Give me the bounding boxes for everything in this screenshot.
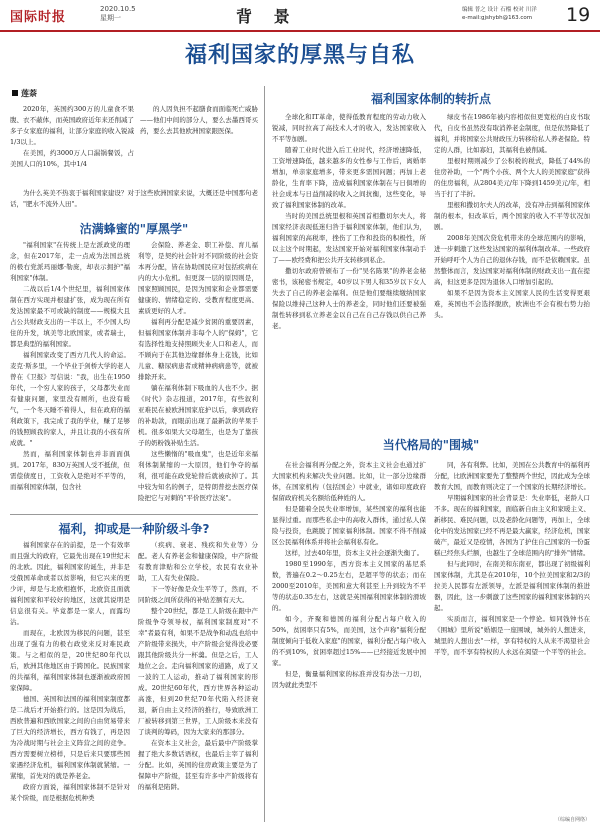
paragraph: （疾病、衰老、残疾和失业等）分配。老人有养老金和健康保险，中产阶级有教育津贴和公立学校，农民有农业补助，工人有失业保险。 <box>138 541 258 582</box>
paragraph: 下一等好像是众生平等了，然而，不同阶级之间所获得的补贴差额有天大。 <box>138 585 258 604</box>
byline <box>12 88 37 99</box>
paragraph: "福利国家"在传统上是左派政党的理念，但在2017年，走一点成为法国总统的极右党派玛丽娜·勒庞，却表示拥护"福利国家"体制。 <box>10 241 130 282</box>
section-4-column-2 <box>434 460 590 812</box>
paragraph: 躺在福利体制下吸血的人也不少。据《时代》杂志报道，2017年，有些叙利亚难民在被欧洲国家庇护以后，拿到政府的补助款，而眼前出现了最新款的苹果手机。很多如果大父母超生，也是为了靠孩子的奶粉钱补贴生活。 <box>138 384 258 447</box>
paragraph: 但是，衡量福利国家的标准并没有办法一刀切，因为就此类型不 <box>272 670 426 689</box>
section-4-column-1 <box>272 460 426 816</box>
issue-date <box>100 5 136 23</box>
subhead-section-2: 福利，抑或是一种阶级斗争? <box>58 522 210 536</box>
section-1-column-2 <box>138 240 258 510</box>
paragraph: 在社会福利再分配之外，资本主义社会也通过扩大国家机构来解决失业问题。比如，让一部分边缘群体，在国家机构（包括国企）中就业，诸如印度政府保留政府机关名额给低种姓的人。 <box>272 461 426 502</box>
paragraph: 整个20世纪，都是工人阶级在跟中产阶级争夺领导权，福利国家制度对"不幸"者最有利，如果不是战争和动乱也给中产阶级带来损失，中产阶级会觉得没必要跟其他阶级共分一杯羹。但是之后，工人地位之会。走向福利国家的道路，成了又一波的工人运动，推动了福利国家的形成。20世纪60年代，西方世界各种运动高涨，但到20世纪70年代陷入经济衰退，新自由主义经济的推行，导致欧洲工厂被转移到第三世界，工人阶级本来没有了谈判的筹码，因为大家来的那部分。 <box>138 607 258 736</box>
paragraph: 政府方面说，福利国家体制不是针对某个阶级，而是根据危机种类 <box>10 783 130 802</box>
subhead-section-4: 当代格局的"围城" <box>382 438 480 452</box>
header-rule <box>0 30 600 32</box>
issue-date-line: 2020.10.5 <box>100 5 136 13</box>
paragraph: 德国、英国和法国的福利国家制度都是二战后才开始推行的。这是因为战后，西欧普遍和西欧国家之间的自由贸易带来了巨大的经济增长，西方有钱了，再是因为冷战时期与社会主义阵营之间的竞争。西方需要树立榜样，只是后来只要那些国家遇经济危机，福利国家体制就紧缩。一紧缩，首先对的就是养老金。 <box>10 695 130 780</box>
paragraph: 福利国家存在的前提，是一个有效率而且强大的政府，它最先出现在19世纪末的北欧。因此，福利国家的诞生，并非是受俄国革命或者以贫影响，但它兴来的更少评，却是与北欧相抱怀，北欧资且面就福利国家和平较好的地区，这就其说明是信息很有关。毕竟都是一家人，而露均沾。 <box>10 541 130 626</box>
intro-column-2 <box>140 104 258 137</box>
paragraph: 福利再分配是减少贫困的重要因素，但福利国家体制并非每个人的"保姆"，它有选择性地支持照顾失业人口和老人，而不顾向于在其他边缘群体身上花钱，比如儿童、糖尿病患者或精神病病患等，就被排除开来。 <box>138 318 258 381</box>
paragraph: 撒切尔政府曾颁布了一份"吴名陈果"的养老金秘密书，该秘密书规定，40岁以下男人和35岁以下女人失去了自己的养老金福利。但是他们要继续缴纳国家保险以维持己这种人士的养老金，同时他们还要被强制性转移到私立养老金以自己在自己存钱以供自己养老。 <box>272 267 426 330</box>
paragraph: 2008年美国次贷危机带来的全球范围内的影响，进一步刺激了这些发达国家的福利体制改革。一些政府开始呼吁个人为自己的退休存钱，而不是依赖国家。虽然整体而言，发达国家对福利体制的财政支出一直在提高，但这更多是因为退休人口增加引起的。 <box>434 234 590 286</box>
paragraph: 绿皮书在1986年被内容相似但更宽松的白皮书取代，自皮书虽然没有取消养老金制度，但是依然降低了福利，并将国家公共财政压力转移给私人养老保险。特定的人群，比如寡妇，其福利也被削减。 <box>434 113 590 154</box>
newspaper-logo: 国际时报 <box>10 10 67 25</box>
column-divider <box>264 86 265 822</box>
subhead-section-1: 沽满蜂蜜的"厚黑学" <box>79 222 189 236</box>
section-title: 背 景 <box>236 7 298 26</box>
source-note: （综编自网络） <box>555 817 591 823</box>
paragraph: 全球化和IT革命，使得低教育程度的劳动力收入锐减，同时拉高了高技术人才的收入，发达国家收入不平等加剧。 <box>272 113 426 143</box>
author-name: 莲萘 <box>21 89 37 98</box>
paragraph: 里根和撒切尔夫人的改革，没有冲击到福利国家体制的根本，但改革后，两个国家的收入不平等状况加剧。 <box>434 201 590 231</box>
contact-email: e-mail:gjshybh@163.com <box>462 15 533 21</box>
paragraph: 但是随着全民失业率增加，某些国家的福利也能显得过重。而那些私企中的高收入群体，通过私人保险与投资，也跳脱了国家福利体制。国家不得不削减区公民福利体系并将社会福利私有化。 <box>272 505 426 546</box>
section-divider <box>10 514 258 515</box>
section-3-column-2 <box>434 112 590 430</box>
paragraph: 为什么英美不热衷于福利国家建设？对于这些欧洲国家来说，大概还是中国那句老话，"肥水不流外人田"。 <box>10 189 258 208</box>
paragraph: 同，各有利弊。比如，美国在公共教育中的福利再分配，比欧洲国家要先了整整两个世纪，因此成为全球教育大国，而教育则决定了一个国家的长期经济增长。 <box>434 461 590 491</box>
paragraph: 在美国，约3000万人口漏锅餐饭，占美国人口的10%，其中1/4 <box>10 149 134 168</box>
masthead <box>0 0 600 34</box>
paragraph: 实质而言，福利国家是一个悖论。如同钱钟书在《围城》里所说"婚姻是一座围城，城外的人想进来，城里的人想出去"一样，享有特权的人从来不渴望社会平等，而不享有特权的人永远在渴望一个平等的社会。 <box>434 615 590 656</box>
paragraph: 然而，福利国家体制也并非面面俱到。2017年，830万英国人受不抵债，但需偿债度日，工资收入是绝对不平等的，而福利国家体制，包含社 <box>10 450 130 491</box>
paragraph: 这样，过去40年里，资本主义社会逐渐失衡了。 <box>285 549 424 557</box>
paragraph: 2020年，英国约300万的儿童食不果腹、衣不蔽体，而英国政府近年来还削减了多子女家庭的福利，让部分家庭的收入锐减1/3以上。 <box>10 105 134 146</box>
paragraph: 二战以后1/4个世纪里，福利国家体制在西方实现并根建扩张，成为现在所有发达国家最不可或缺的制度——规模大且占公共财政支出的一半以上，不少国人均住的升发，填美等北欧国家，或者瑞士，都是典型的福利国家。 <box>10 285 130 348</box>
section-3-column-1 <box>272 112 426 430</box>
paragraph: 如果不是因为资本主义国家人民的生活变得更艰难，英国也不会选择脱欧，欧洲也不会有极右势力抬头。 <box>434 289 590 319</box>
paragraph: 当时的美国总统里根和英国首相撒切尔夫人，将国家经济表现低迷归咎于福利国家体制，他们认为，福利国家的高税率，挫伤了工作和投资的积极性，所以主这个时期起，发达国家开始对福利国家体制动手了——欧经费和把公共开支转移到私企。 <box>272 212 426 264</box>
section-2-column-2 <box>138 540 258 822</box>
paragraph: 会保险、养老金、职工补偿、育儿福利等，是契约社会针对不同阶级的社会资本再分配，皆在协助国民应对包括疾病在内的大小危机。但更深一层的原因则是，国家照顾国民，是因为国家和企业都需要健康的、情绪稳定的、受教育程度更高、素质更好的人才。 <box>138 241 258 315</box>
byline-square-icon <box>12 90 18 96</box>
paragraph: 的人因负担不起膳食而面临死亡威胁——他们中间的部分人，要么去墨西哥买药，要么去其他欧洲国家跟医保。 <box>140 105 258 135</box>
paragraph: 如今，齐聚和德国的福利分配占每户收入的50%，贫困率只有5%，而美国，这个声称"福利分配制度倾向于低收入家庭"的国家，福利分配占每户收入的不到10%，贫困率超过15%——已经接近发展中国家。 <box>272 615 426 667</box>
paragraph: 1980至1990年，西方资本主义国家的基尼系数，普遍在0.2～0.25左右，是超平等的状态；而在2000至2010年，美国和意大利甚至上升到较为不平等的状态0.35左右，这就是英国福利国家体制的滑坡的。 <box>272 560 426 612</box>
section-2-column-1 <box>10 540 130 822</box>
intro-column-3 <box>10 188 258 210</box>
intro-column <box>10 104 134 170</box>
paragraph: 但与此同时，在南美和东南亚，都出现了初级福利国家体制，尤其是在2010年，10个拉美国家和2/3的拉美人民都有左派领导，左派是福利国家体制的推进器，因此，这一步刺激了这些国家的福利国家体制的兴起。 <box>434 560 590 612</box>
paragraph: 里根时期则减少了公积税的税式，降低了44%的住房补助，一个"两个小孩、两个大人的美国家庭"获得的住房福利，从2804美元/年下降到1459美元/年，相当于打了半折。 <box>434 157 590 198</box>
issue-weekday: 星期一 <box>100 14 121 22</box>
paragraph: 福利国家改变了西方几代人的命运。麦克·斯多里，一个毕业于剑桥大学的老人曾在《卫报》写信说："我，出生在1950年代，一个穷人家的孩子，父母都失业而有健康问题，家里没有厕所，也没有暖气，一个冬天睡不着得人，但在政府的福利政策下，我完成了我的学业，赚了足够的钱照顾我的家人，并且让我的小孩有所成就。" <box>10 351 130 447</box>
paragraph: 这些懒惰的"吸血鬼"，也是近年来福利体制紧缩的一大原因，他们争夺的福利，很可能在政党轮替后就被砍掉了。其中较为知名的例子，是特朗普挖去医疗保险把它与对刺的"平价医疗法案"。 <box>138 450 258 502</box>
editor-credits <box>462 6 572 22</box>
paragraph: 在资本主义社会，最后最中产阶级掌握了绝大多数话语权，也最后主宰了福利分配。比如，英国的住房政策主要是为了保障中产阶级，甚至有许多中产阶级将有的福利是陷阱。 <box>138 739 258 791</box>
page-number: 19 <box>566 4 591 26</box>
paragraph: 而现在，北欧因为移民的问题，甚至出现了强有力的极右政党来反对难民政策。与之相似的是，20世纪80年代以后，欧洲其他地区由于跨国化。民族国家的共福利，福利国家体制也逐渐被政府国家保障。 <box>10 629 130 692</box>
credits-line: 编辑 普之 设计 石榴 校对 川洋 <box>462 7 537 13</box>
section-1-column-1 <box>10 240 130 510</box>
paragraph: 早期福利国家的社会背景是：失业率低，老龄人口不多。现在的福利国家，面临新自由主义和家暖主义、新移民、难民问题，以及老龄化问题等，再加上，全球化中的发达国家已经不再是最大赢家，经济危机，国家破产，最近又是疫情，各国为了护住自己国家的一份蛋糕已经焦头烂额，也越生了全球范围内的"排外"情绪。 <box>434 494 590 557</box>
subhead-section-3: 福利国家体制的转折点 <box>370 92 491 106</box>
paragraph: 随着工业时代进入后工业时代，经济增速降低，工资增速降低，越来越多的女性参与工作后，离婚率增加，单亲家庭增多，带来更多需国问题；再加上老龄化，生育率下降，造成福利国家体制在与日俱增的社会成本与日益削减的收入之间抗衡，这些变化，导致了福利国家体制的改革。 <box>272 146 426 209</box>
article-headline: 福利国家的厚黑与自私 <box>184 43 415 68</box>
